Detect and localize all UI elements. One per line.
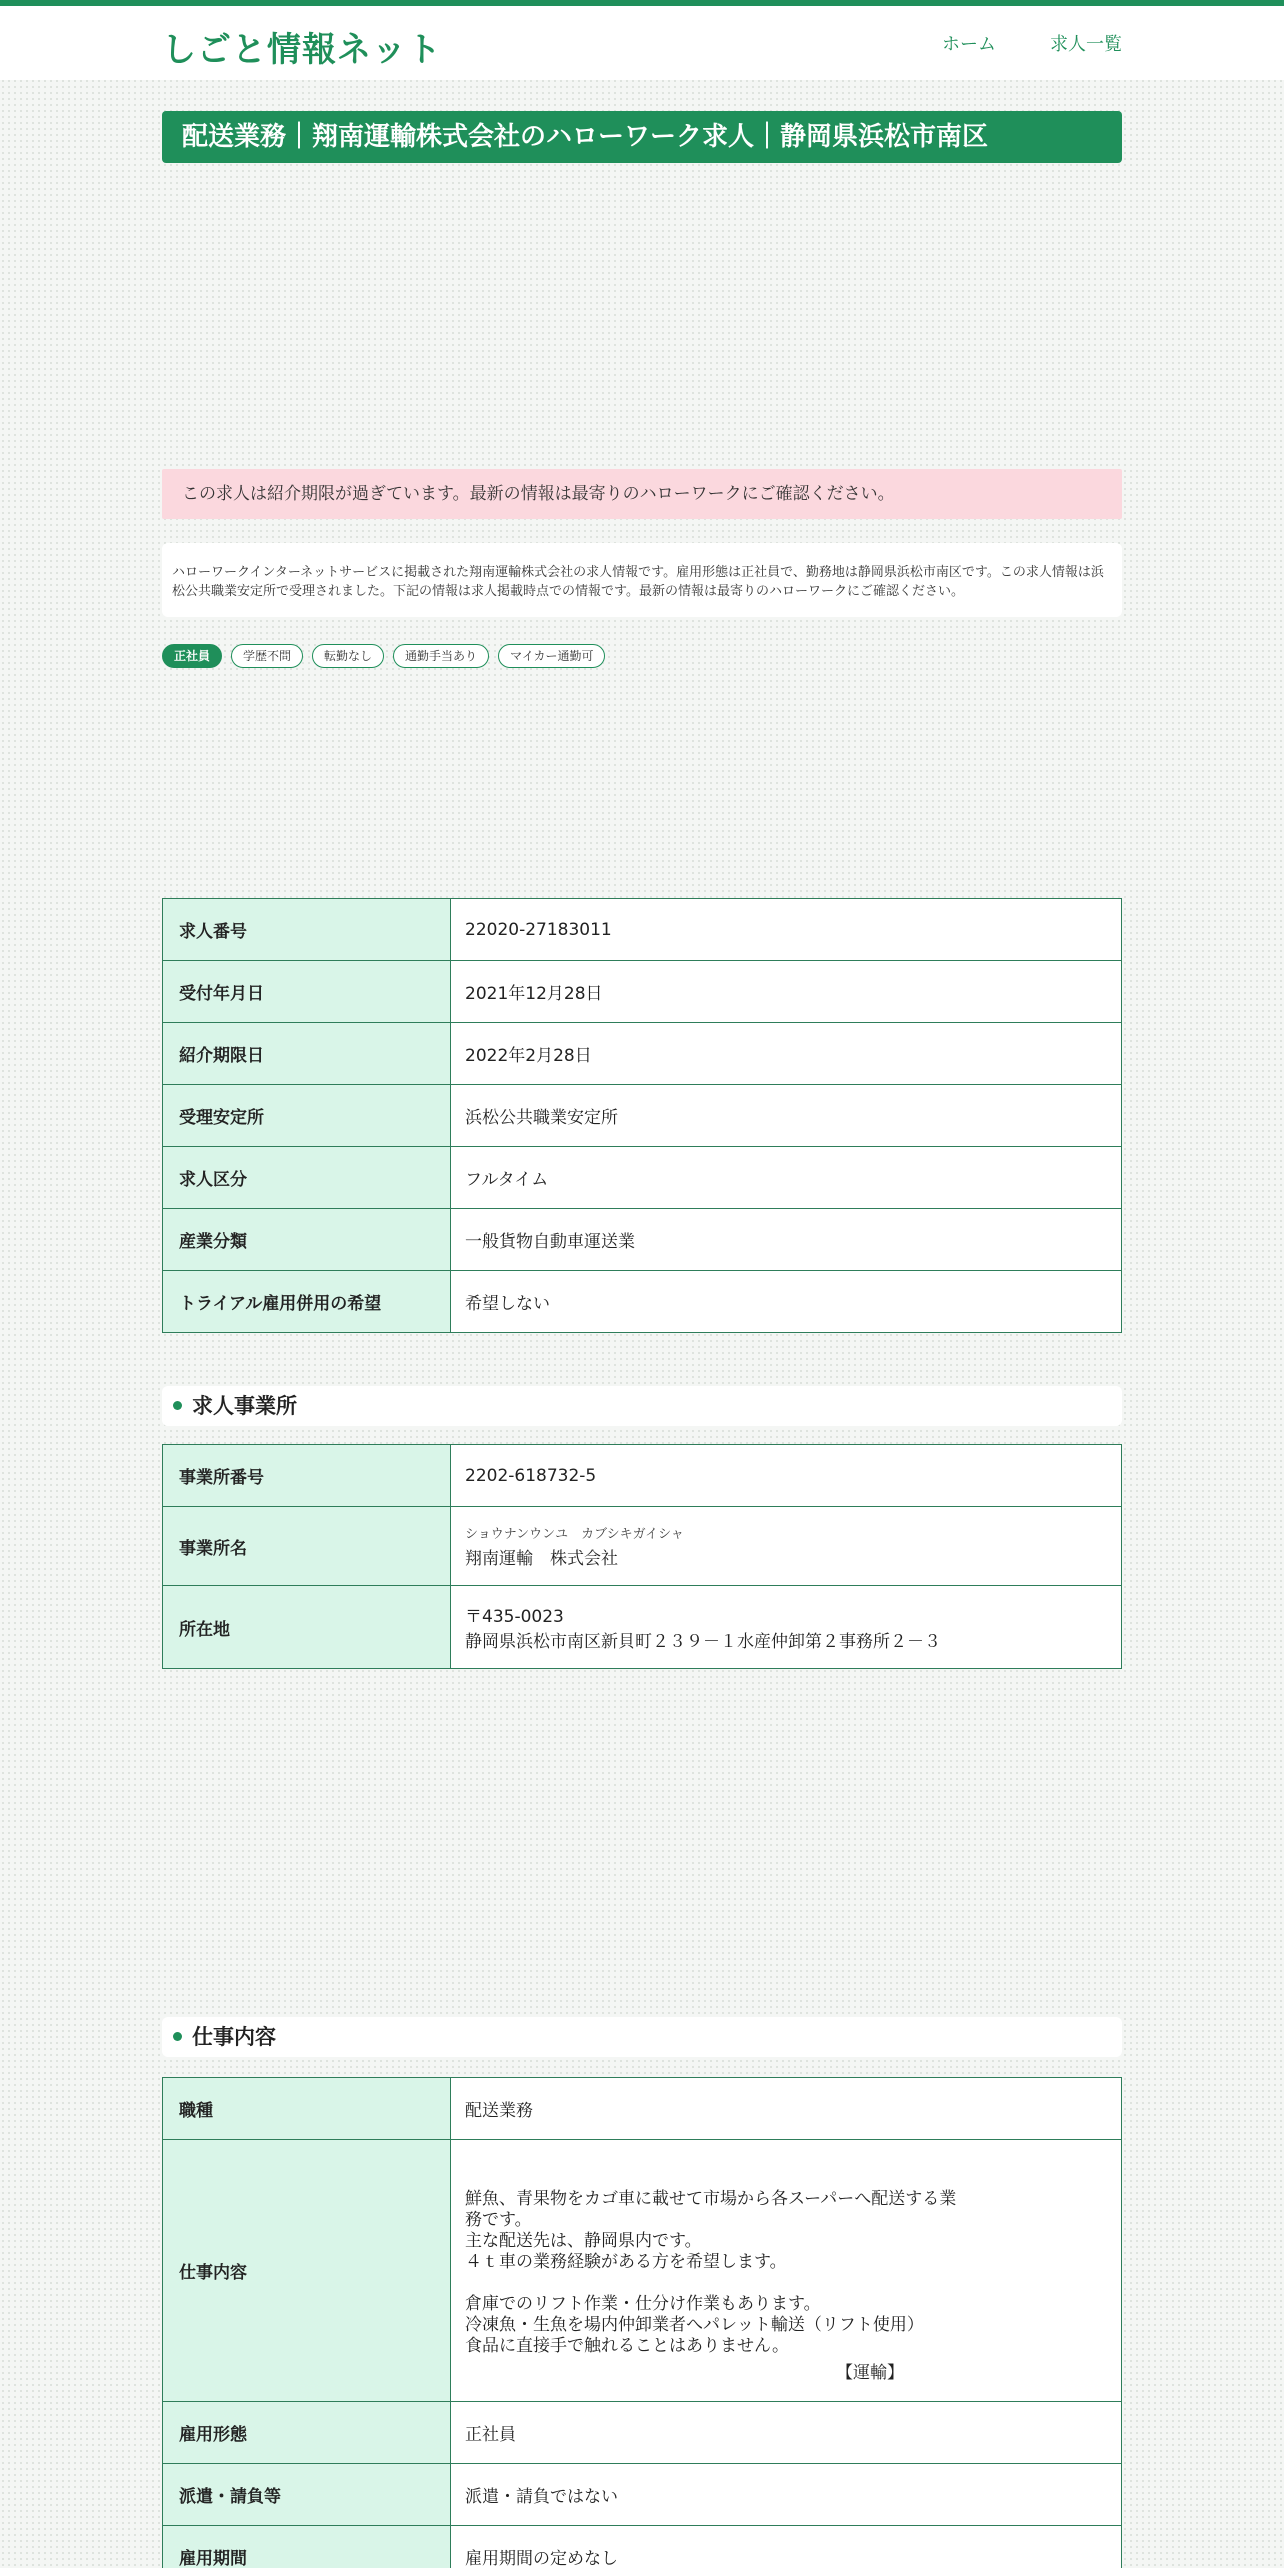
work-content-cell (451, 2140, 1122, 2402)
table-row (163, 961, 1122, 1023)
office-number: 2202-618732-5 (451, 1445, 1122, 1507)
office-section-heading (162, 1386, 1122, 1426)
occupation: 配送業務 (451, 2078, 1122, 2140)
row-label: 紹介期限日 (163, 1023, 451, 1085)
nav-jobs-link[interactable]: 求人一覧 (1050, 34, 1122, 55)
work-section-heading (162, 2017, 1122, 2057)
row-label: 事業所名 (163, 1507, 451, 1586)
bullet-dot-icon (173, 2032, 182, 2041)
work-category-label: 【運輸】 (836, 2363, 904, 2383)
tag-commute-allowance: 通勤手当あり (393, 644, 489, 668)
work-table (162, 2077, 1122, 2568)
tag-employment-type: 正社員 (162, 644, 222, 668)
tag-car-commute: マイカー通勤可 (498, 644, 605, 668)
referral-deadline: 2022年2月28日 (451, 1023, 1122, 1085)
row-label: 所在地 (163, 1586, 451, 1669)
row-label: 産業分類 (163, 1209, 451, 1271)
page-title: 配送業務｜翔南運輸株式会社のハローワーク求人｜静岡県浜松市南区 (162, 111, 1122, 163)
table-row (163, 1085, 1122, 1147)
tag-list (162, 644, 1122, 668)
office-table (162, 1444, 1122, 1669)
industry: 一般貨物自動車運送業 (451, 1209, 1122, 1271)
table-row (163, 1445, 1122, 1507)
row-label: 事業所番号 (163, 1445, 451, 1507)
office-name-kana: ショウナンウンユ カブシキガイシャ (465, 1527, 684, 1542)
row-label: 雇用期間 (163, 2526, 451, 2568)
table-row (163, 2078, 1122, 2140)
office-name-cell (451, 1507, 1122, 1586)
employment-period: 雇用期間の定めなし (451, 2526, 1122, 2568)
table-row (163, 2140, 1122, 2402)
trial-employment: 希望しない (451, 1271, 1122, 1333)
row-label: 仕事内容 (163, 2140, 451, 2402)
receiving-office: 浜松公共職業安定所 (451, 1085, 1122, 1147)
job-number: 22020-27183011 (451, 899, 1122, 961)
dispatch-status: 派遣・請負ではない (451, 2464, 1122, 2526)
basic-info-table (162, 898, 1122, 1333)
postal-code: 〒435-0023 (465, 1607, 564, 1627)
intro-text: ハローワークインターネットサービスに掲載された翔南運輸株式会社の求人情報です。雇用形態は正社員で、勤務地は静岡県浜松市南区です。この求人情報は浜松公共職業安定所で受理されました。下記の情報は求人掲載時点での情報です。最新の情報は最寄りのハローワークにご確認ください。 (162, 543, 1122, 617)
employment-type: 正社員 (451, 2402, 1122, 2464)
row-label: 求人区分 (163, 1147, 451, 1209)
row-label: 受付年月日 (163, 961, 451, 1023)
table-row (163, 899, 1122, 961)
row-label: 求人番号 (163, 899, 451, 961)
table-row (163, 1209, 1122, 1271)
row-label: 受理安定所 (163, 1085, 451, 1147)
tag-transfer: 転勤なし (312, 644, 384, 668)
row-label: 職種 (163, 2078, 451, 2140)
job-category: フルタイム (451, 1147, 1122, 1209)
table-row (163, 1271, 1122, 1333)
table-row (163, 2526, 1122, 2568)
bullet-dot-icon (173, 1401, 182, 1410)
basic-info-section (162, 898, 1122, 1333)
nav-home-link[interactable]: ホーム (942, 34, 996, 55)
table-row (163, 2464, 1122, 2526)
row-label: 派遣・請負等 (163, 2464, 451, 2526)
site-header (0, 6, 1284, 80)
tag-education: 学歴不問 (231, 644, 303, 668)
work-content: 鮮魚、青果物をカゴ車に載せて市場から各スーパーへ配送する業務です。 主な配送先は、静岡県内です。 ４ｔ車の業務経験がある方を希望します。 倉庫でのリフト作業・仕分け作業もあります。 冷凍魚・生魚を場内仲卸業者へパレット輸送（リフト使用） 食品に直接手で触れることはありません。 (465, 2188, 957, 2356)
office-address-cell (451, 1586, 1122, 1669)
row-label: 雇用形態 (163, 2402, 451, 2464)
main-nav (942, 30, 1122, 56)
table-row (163, 1507, 1122, 1586)
office-address: 静岡県浜松市南区新貝町２３９－１水産仲卸第２事務所２－３ (465, 1632, 941, 1652)
site-title[interactable]: しごと情報ネット (162, 30, 442, 70)
table-row (163, 1586, 1122, 1669)
office-name: 翔南運輸 株式会社 (465, 1549, 618, 1569)
work-heading-text: 仕事内容 (192, 2025, 276, 2049)
row-label: トライアル雇用併用の希望 (163, 1271, 451, 1333)
work-section (162, 2077, 1122, 2568)
office-heading-text: 求人事業所 (192, 1394, 297, 1418)
table-row (163, 1023, 1122, 1085)
table-row (163, 2402, 1122, 2464)
table-row (163, 1147, 1122, 1209)
office-section (162, 1444, 1122, 1669)
expired-notice: この求人は紹介期限が過ぎています。最新の情報は最寄りのハローワークにご確認ください。 (162, 469, 1122, 519)
received-date: 2021年12月28日 (451, 961, 1122, 1023)
